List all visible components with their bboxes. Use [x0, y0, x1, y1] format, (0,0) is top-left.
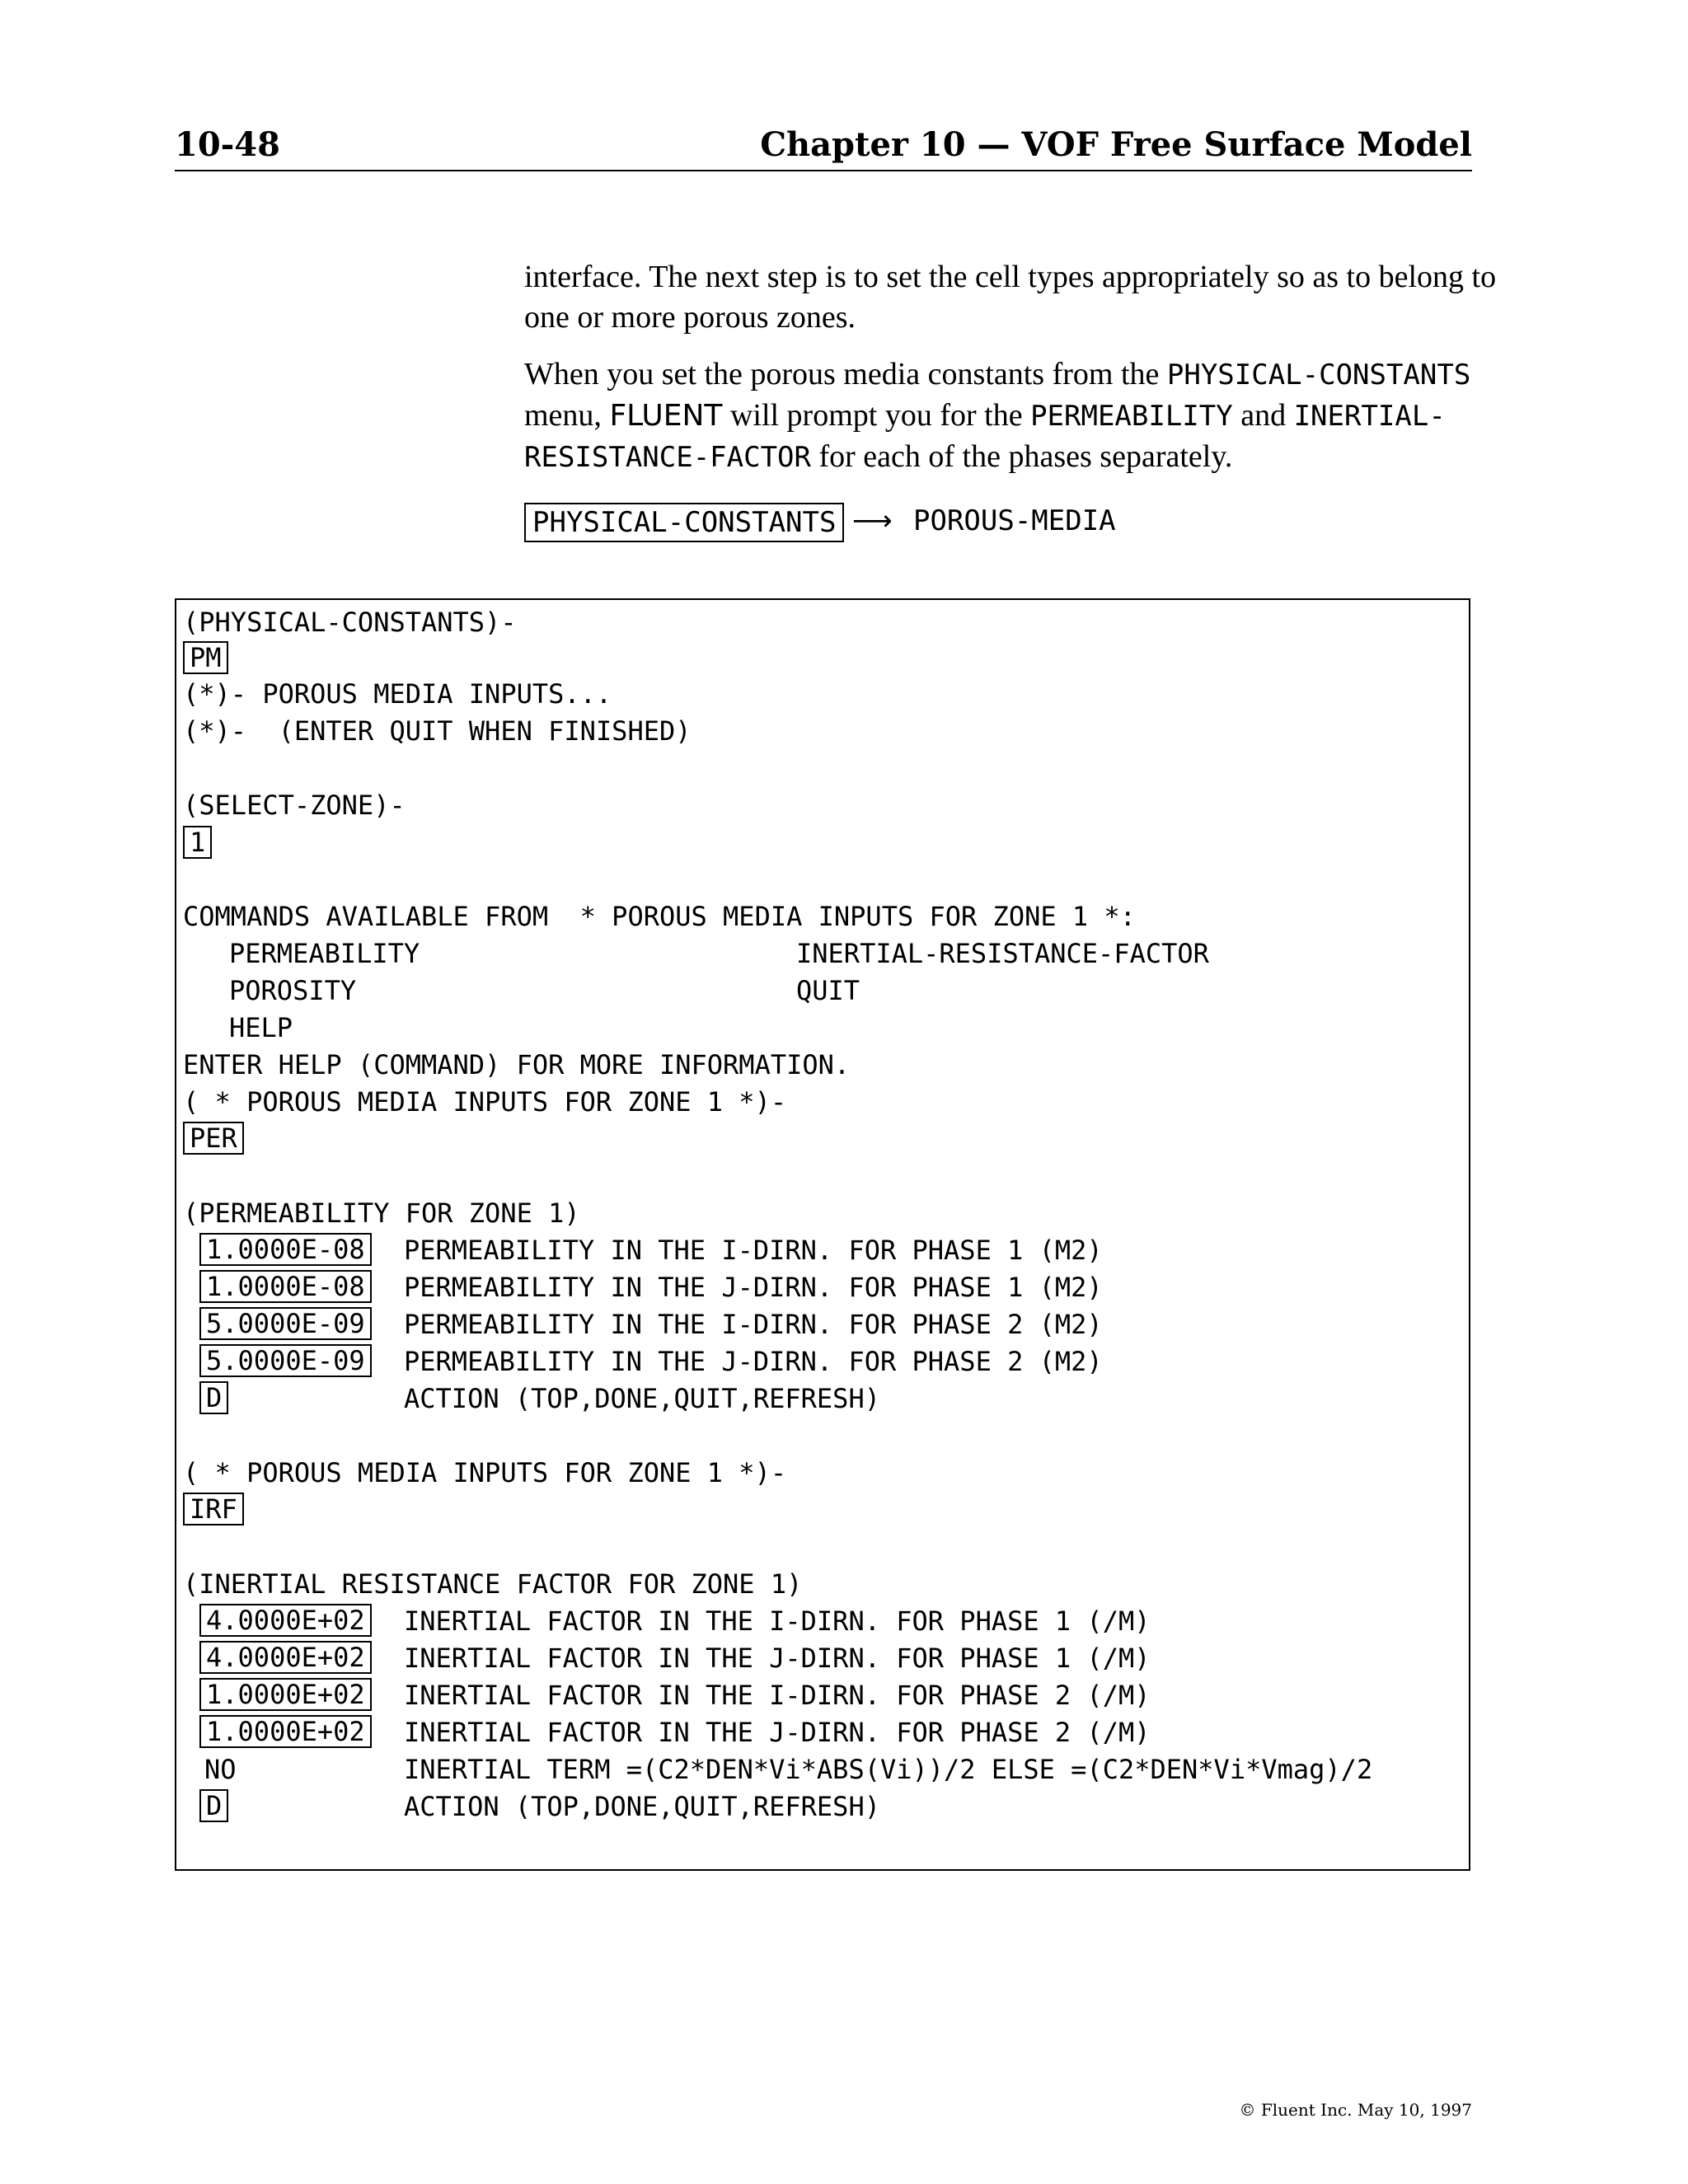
param-description: INERTIAL FACTOR IN THE J-DIRN. FOR PHASE 1 (/M)	[404, 1643, 1151, 1674]
param-description: PERMEABILITY IN THE J-DIRN. FOR PHASE 2 (M2)	[404, 1346, 1103, 1377]
console-line: ( * POROUS MEDIA INPUTS FOR ZONE 1 *)-	[183, 1086, 787, 1118]
value-box: 5.0000E-09	[199, 1307, 372, 1340]
p2-text-3: will prompt you for the	[722, 398, 1031, 433]
value-box: 4.0000E+02	[199, 1641, 372, 1674]
console-session	[175, 598, 1470, 1871]
param-description: ACTION (TOP,DONE,QUIT,REFRESH)	[404, 1791, 880, 1822]
param-description: INERTIAL FACTOR IN THE I-DIRN. FOR PHASE 2 (/M)	[404, 1680, 1151, 1711]
p2-code-permeability: PERMEABILITY	[1030, 400, 1233, 433]
p2-text-4: and	[1232, 398, 1294, 433]
value-box: D	[199, 1381, 228, 1414]
value-box: 1.0000E+02	[199, 1678, 372, 1711]
user-input-box: PM	[183, 641, 228, 674]
console-line: ( * POROUS MEDIA INPUTS FOR ZONE 1 *)-	[183, 1457, 787, 1488]
command-item: PERMEABILITY	[229, 938, 420, 969]
param-description: ACTION (TOP,DONE,QUIT,REFRESH)	[404, 1383, 880, 1414]
param-value: NO	[204, 1754, 237, 1785]
command-item: HELP	[229, 1012, 293, 1043]
p2-code-irf: INERTIAL-RESISTANCE-FACTOR	[524, 400, 1446, 474]
param-description: INERTIAL TERM =(C2*DEN*Vi*ABS(Vi))/2 ELSE =(C2*DEN*Vi*Vmag)/2	[404, 1754, 1373, 1785]
user-input-box: PER	[183, 1122, 244, 1155]
p2-product-name: FLUENT	[609, 399, 723, 433]
arrow-icon: ⟶	[852, 504, 893, 537]
value-box: D	[199, 1789, 228, 1822]
console-line: (SELECT-ZONE)-	[183, 790, 406, 821]
console-line: (*)- POROUS MEDIA INPUTS...	[183, 678, 612, 710]
paragraph-1: interface. The next step is to set the cell types appropriately so as to belong to one or more porous zones.	[524, 260, 1497, 335]
p2-text-5: for each of the phases separately.	[811, 439, 1233, 474]
console-line: (PHYSICAL-CONSTANTS)-	[183, 607, 517, 638]
value-box: 1.0000E+02	[199, 1715, 372, 1748]
p2-text-2: menu,	[524, 398, 610, 433]
console-line: (*)- (ENTER QUIT WHEN FINISHED)	[183, 715, 692, 747]
command-path-menu: PHYSICAL-CONSTANTS	[524, 503, 844, 542]
param-description: PERMEABILITY IN THE I-DIRN. FOR PHASE 2 (M2)	[404, 1309, 1103, 1340]
chapter-title: Chapter 10 — VOF Free Surface Model	[760, 125, 1472, 164]
command-path-item: POROUS-MEDIA	[913, 504, 1116, 537]
console-line: (PERMEABILITY FOR ZONE 1)	[183, 1197, 580, 1229]
value-box: 1.0000E-08	[199, 1270, 372, 1303]
paragraph-2	[524, 354, 1530, 478]
console-line: (INERTIAL RESISTANCE FACTOR FOR ZONE 1)	[183, 1568, 803, 1600]
value-box: 4.0000E+02	[199, 1604, 372, 1637]
value-box: 1.0000E-08	[199, 1233, 372, 1266]
command-item: INERTIAL-RESISTANCE-FACTOR	[796, 938, 1209, 969]
user-input-box: IRF	[183, 1493, 244, 1526]
p2-code-physical-constants: PHYSICAL-CONSTANTS	[1166, 359, 1471, 391]
command-item: QUIT	[796, 975, 860, 1006]
user-input-box: 1	[183, 826, 212, 859]
param-description: INERTIAL FACTOR IN THE J-DIRN. FOR PHASE 2 (/M)	[404, 1717, 1151, 1748]
param-description: PERMEABILITY IN THE I-DIRN. FOR PHASE 1 (M2)	[404, 1235, 1103, 1266]
value-box: 5.0000E-09	[199, 1344, 372, 1377]
copyright-footer: © Fluent Inc. May 10, 1997	[1239, 2100, 1472, 2120]
param-description: INERTIAL FACTOR IN THE I-DIRN. FOR PHASE 1 (/M)	[404, 1605, 1151, 1637]
param-description: PERMEABILITY IN THE J-DIRN. FOR PHASE 1 (M2)	[404, 1272, 1103, 1303]
p2-text-1: When you set the porous media constants from the	[524, 357, 1167, 391]
console-line: COMMANDS AVAILABLE FROM * POROUS MEDIA INPUTS FOR ZONE 1 *:	[183, 901, 1136, 932]
page-header	[175, 125, 1472, 171]
command-item: POROSITY	[229, 975, 357, 1006]
console-line: ENTER HELP (COMMAND) FOR MORE INFORMATION.	[183, 1049, 851, 1080]
body-text	[524, 257, 1530, 494]
page-number: 10-48	[175, 125, 280, 164]
